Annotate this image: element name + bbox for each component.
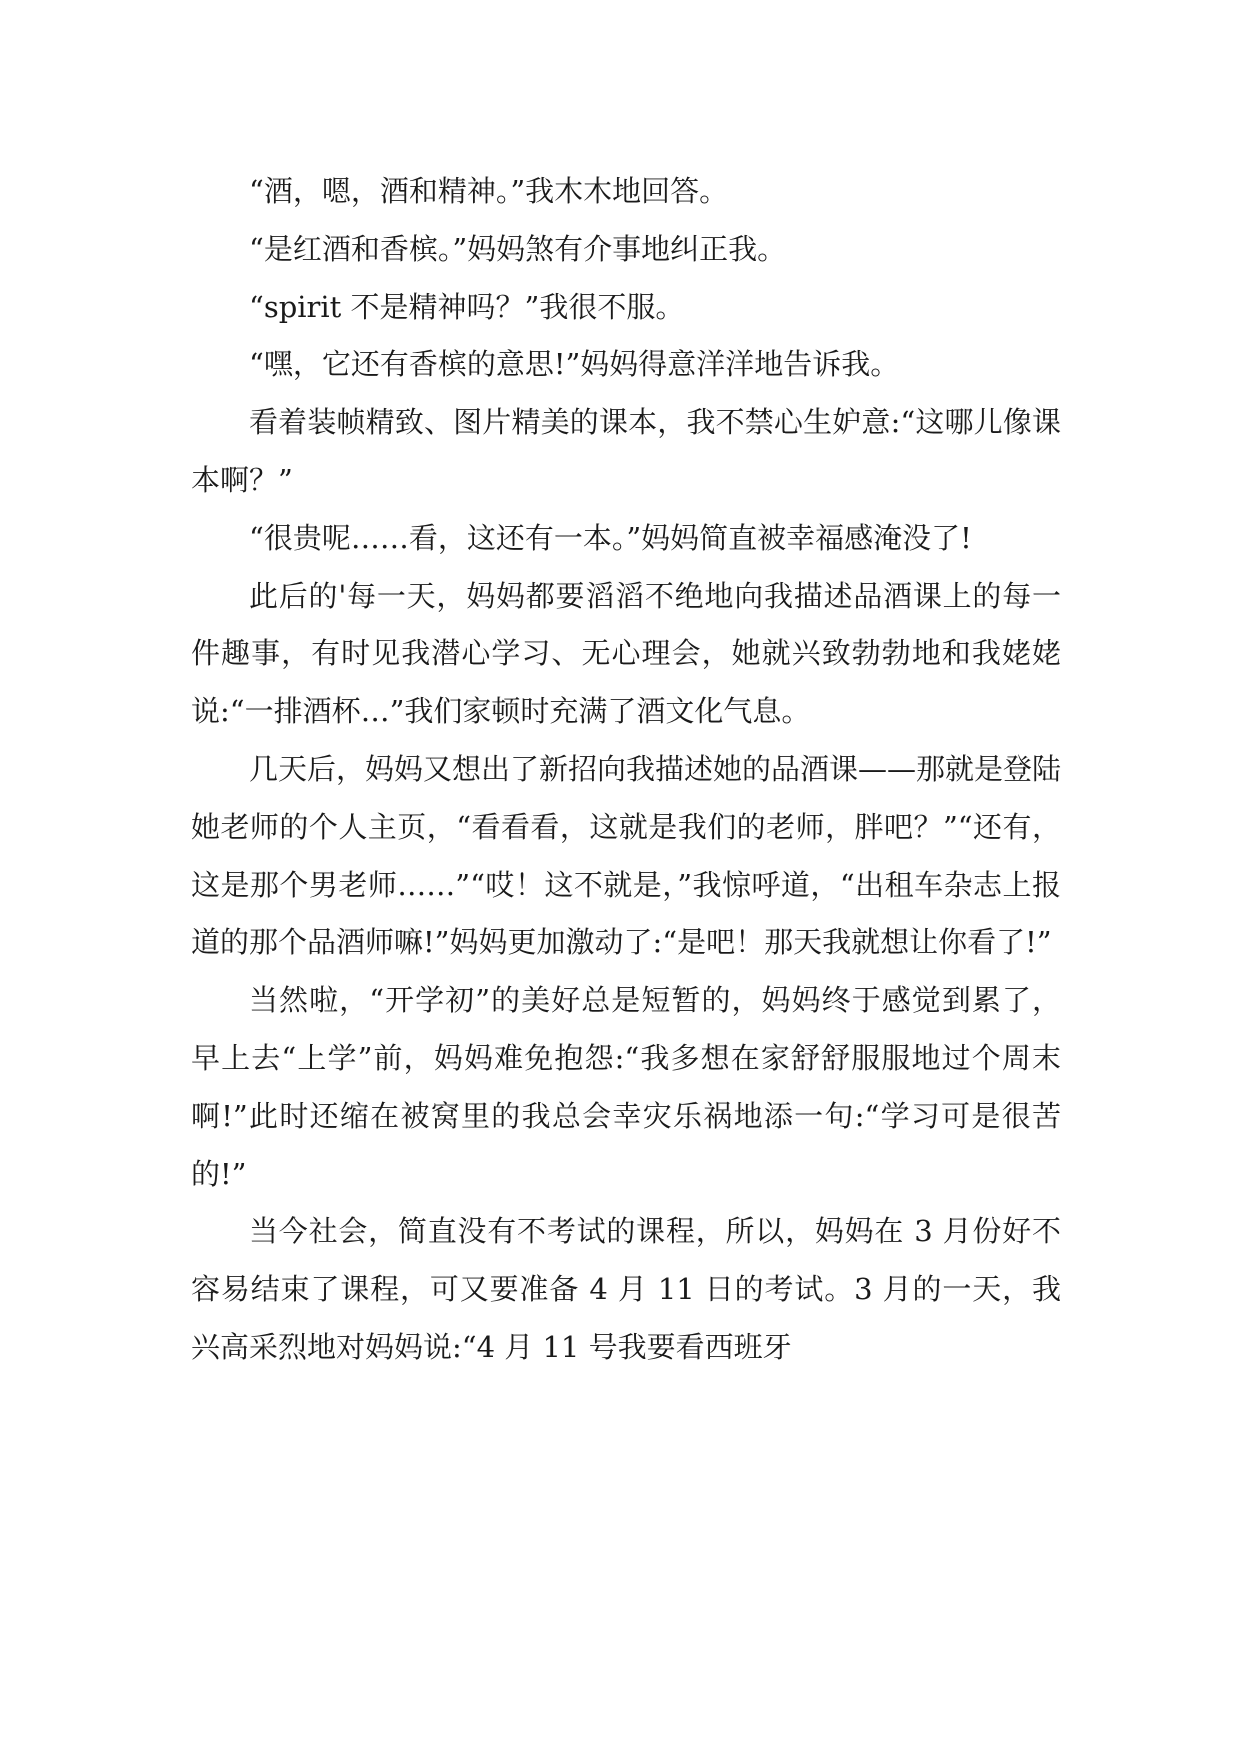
paragraph: “酒，嗯，酒和精神。”我木木地回答。 — [249, 174, 729, 208]
paragraph: 当今社会，简直没有不考试的课程，所以，妈妈在 3 月份好不容易结束了课程，可又要准备 4 月 11 日的考试。3 月的一天，我兴高采烈地对妈妈说:“4 月 11 号我要看西班牙 — [191, 1214, 1061, 1364]
paragraph: 几天后，妈妈又想出了新招向我描述她的品酒课——那就是登陆她老师的个人主页，“看看看，这就是我们的老师，胖吧？”“还有，这是那个男老师……”“哎！这不就是，”我惊呼道，“出租车杂志上报道的那个品酒师嘛!”妈妈更加激动了:“是吧！那天我就想让你看了!” — [191, 751, 1062, 960]
paragraph: 看着装帧精致、图片精美的课本，我不禁心生妒意:“这哪儿像课本啊？” — [191, 405, 1061, 497]
paragraph: “是红酒和香槟。”妈妈煞有介事地纠正我。 — [249, 231, 787, 266]
document-body — [191, 163, 1061, 1377]
paragraph: “spirit 不是精神吗？”我很不服。 — [249, 289, 685, 324]
paragraph: 当然啦，“开学初”的美好总是短暂的，妈妈终于感觉到累了，早上去“上学”前，妈妈难免抱怨:“我多想在家舒舒服服地过个周末啊!”此时还缩在被窝里的我总会幸灾乐祸地添一句:“学习可是很苦的!” — [191, 983, 1061, 1191]
paragraph: “嘿，它还有香槟的意思!”妈妈得意洋洋地告诉我。 — [249, 347, 900, 382]
paragraph: 此后的'每一天，妈妈都要滔滔不绝地向我描述品酒课上的每一件趣事，有时见我潜心学习、无心理会，她就兴致勃勃地和我姥姥说:“一排酒杯…”我们家顿时充满了酒文化气息。 — [191, 578, 1061, 729]
paragraph: “很贵呢……看，这还有一本。”妈妈简直被幸福感淹没了! — [249, 520, 972, 555]
